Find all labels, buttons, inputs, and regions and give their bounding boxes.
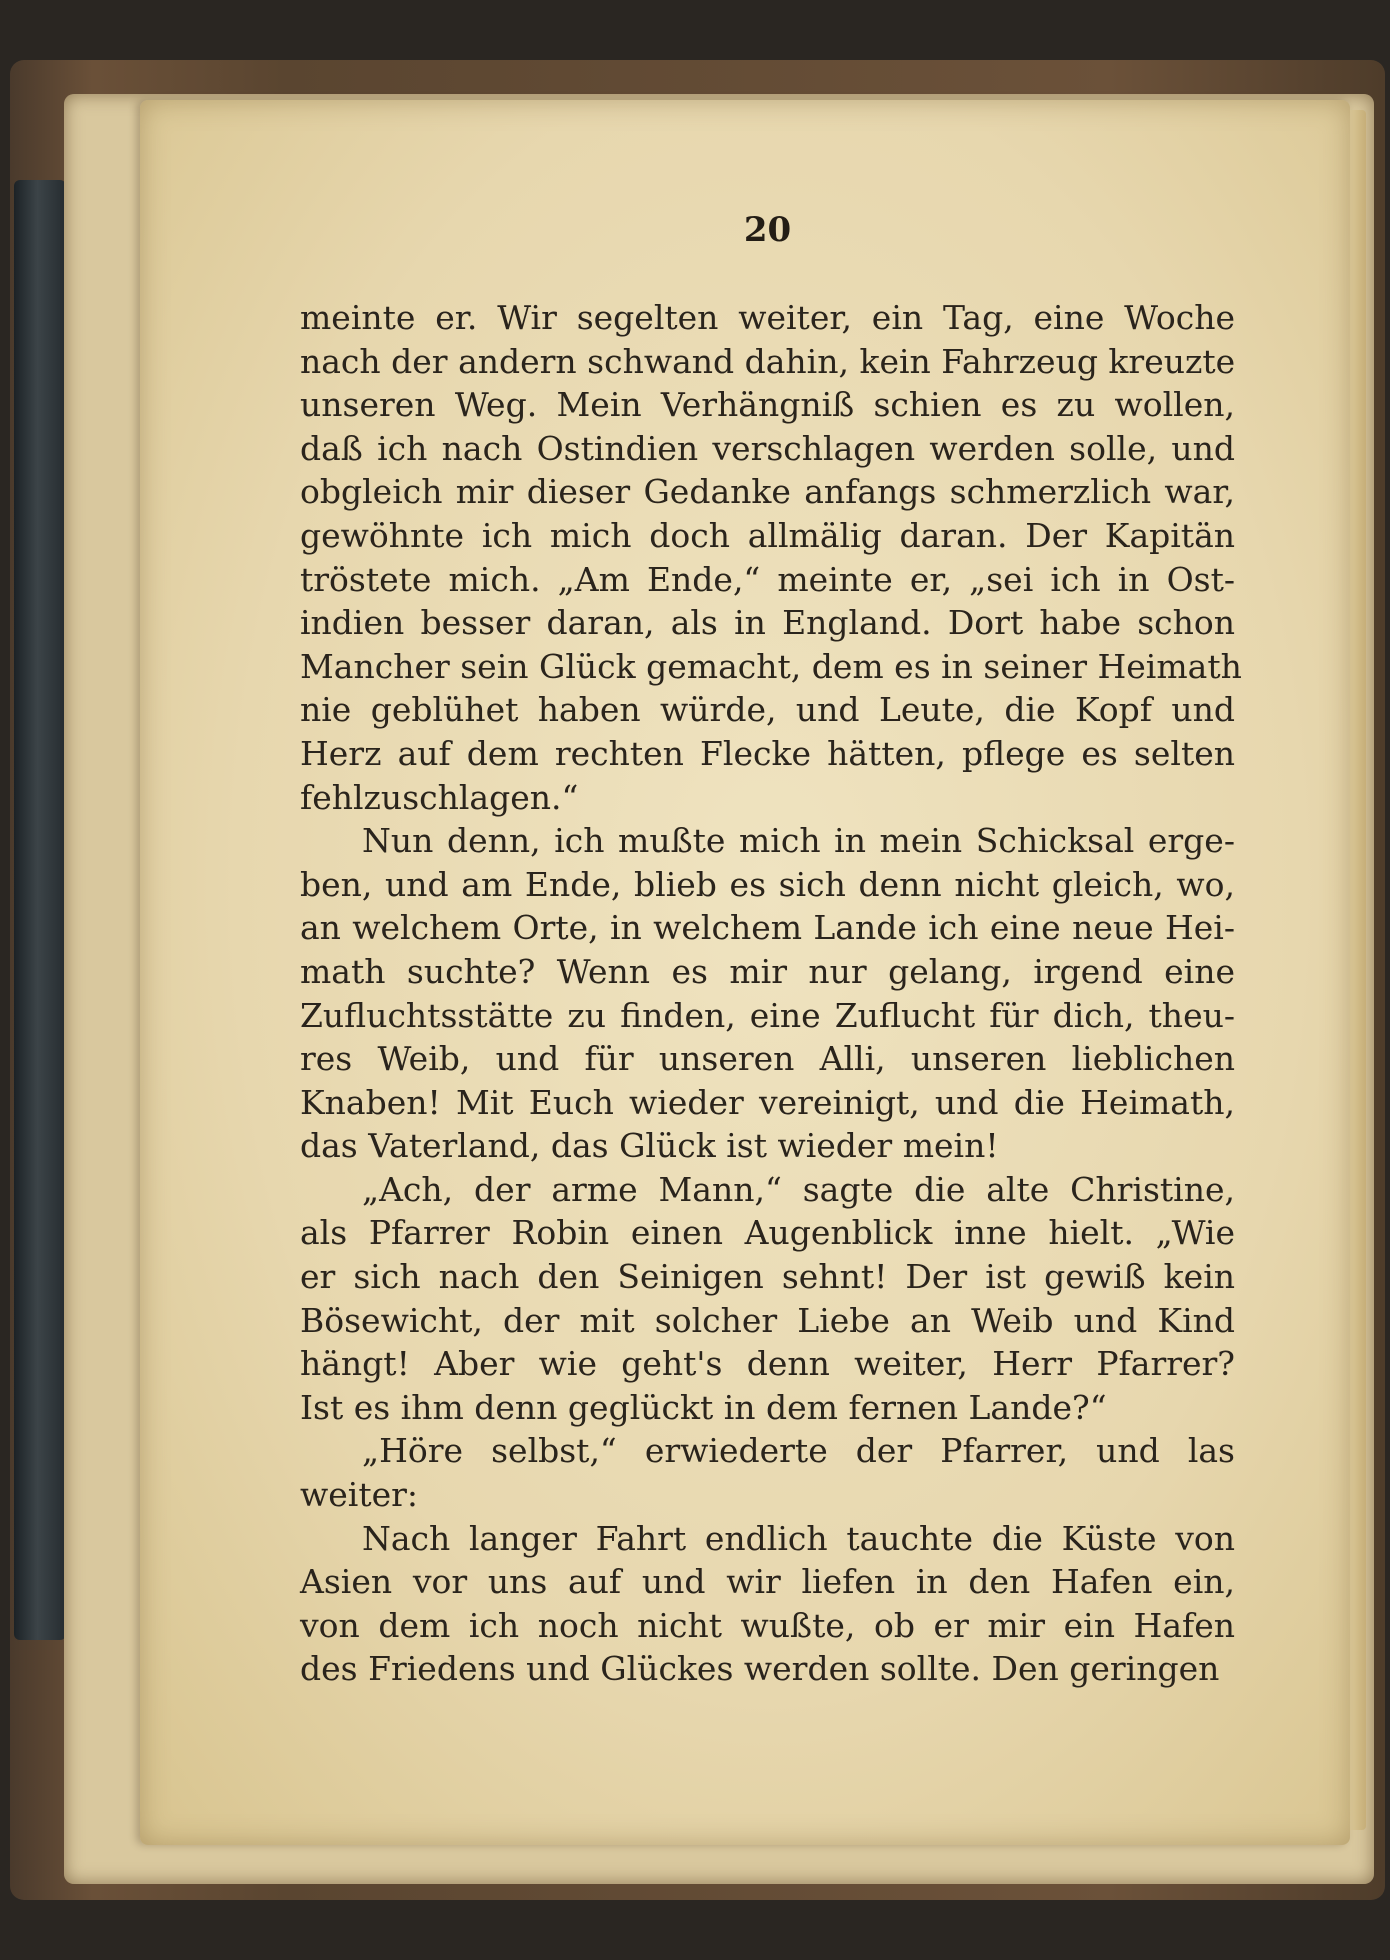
paragraph — [300, 1517, 1235, 1691]
text-line: ben, und am Ende, blieb es sich denn nicht gleich, wo, — [300, 864, 1235, 904]
text-line: indien besser daran, als in England. Dort habe schon — [300, 603, 1235, 643]
page-text — [300, 296, 1242, 1691]
text-line: als Pfarrer Robin einen Augenblick inne hielt. „Wie — [300, 1213, 1235, 1253]
text-line: Zufluchtsstätte zu finden, eine Zuflucht für dich, theu- — [300, 995, 1235, 1035]
text-line: „Höre selbst,“ erwiederte der Pfarrer, und las — [362, 1431, 1235, 1471]
text-line: res Weib, und für unseren Alli, unseren lieblichen — [300, 1039, 1235, 1079]
text-line: math suchte? Wenn es mir nur gelang, irgend eine — [300, 951, 1235, 991]
text-line: das Vaterland, das Glück ist wieder mein! — [300, 1126, 999, 1166]
page-content — [300, 210, 1242, 1691]
text-line: unseren Weg. Mein Verhängniß schien es zu wollen, — [300, 385, 1235, 425]
text-line: hängt! Aber wie geht's denn weiter, Herr Pfarrer? — [300, 1344, 1235, 1384]
paragraph — [300, 1168, 1235, 1430]
text-line: des Friedens und Glückes werden sollte. Den geringen — [300, 1649, 1220, 1689]
text-line: von dem ich noch nicht wußte, ob er mir ein Hafen — [300, 1605, 1235, 1645]
text-line: fehlzuschlagen.“ — [300, 777, 579, 817]
page-number: 20 — [743, 210, 792, 250]
text-line: er sich nach den Seinigen sehnt! Der ist gewiß kein — [300, 1257, 1235, 1297]
text-line: Bösewicht, der mit solcher Liebe an Weib und Kind — [300, 1300, 1235, 1340]
text-line: Herz auf dem rechten Flecke hätten, pflege es selten — [300, 733, 1235, 773]
paragraph — [300, 296, 1242, 819]
text-line: meinte er. Wir segelten weiter, ein Tag, eine Woche — [300, 298, 1235, 337]
text-line: nach der andern schwand dahin, kein Fahrzeug kreuzte — [300, 341, 1236, 381]
text-line: Ist es ihm denn geglückt in dem fernen Lande?“ — [300, 1387, 1107, 1427]
text-line: Nach langer Fahrt endlich tauchte die Küste von — [362, 1518, 1235, 1558]
text-line: Nun denn, ich mußte mich in mein Schicksal erge- — [362, 821, 1235, 861]
text-line: obgleich mir dieser Gedanke anfangs schmerzlich war, — [300, 472, 1235, 512]
text-line: gewöhnte ich mich doch allmälig daran. Der Kapitän — [300, 515, 1235, 555]
paragraph — [300, 819, 1235, 1168]
text-line: „Ach, der arme Mann,“ sagte die alte Christine, — [362, 1169, 1235, 1209]
paragraph — [300, 1429, 1235, 1516]
text-line: Knaben! Mit Euch wieder vereinigt, und die Heimath, — [300, 1082, 1235, 1122]
text-line: weiter: — [300, 1475, 419, 1515]
text-line: daß ich nach Ostindien verschlagen werden solle, und — [300, 428, 1235, 468]
text-line: tröstete mich. „Am Ende,“ meinte er, „sei ich in Ost- — [300, 559, 1235, 599]
text-line: Asien vor uns auf und wir liefen in den Hafen ein, — [300, 1562, 1235, 1602]
book-spine — [14, 180, 66, 1640]
text-line: Mancher sein Glück gemacht, dem es in seiner Heimath — [300, 646, 1242, 686]
text-line: an welchem Orte, in welchem Lande ich eine neue Hei- — [300, 908, 1235, 948]
text-line: nie geblühet haben würde, und Leute, die Kopf und — [300, 690, 1235, 730]
